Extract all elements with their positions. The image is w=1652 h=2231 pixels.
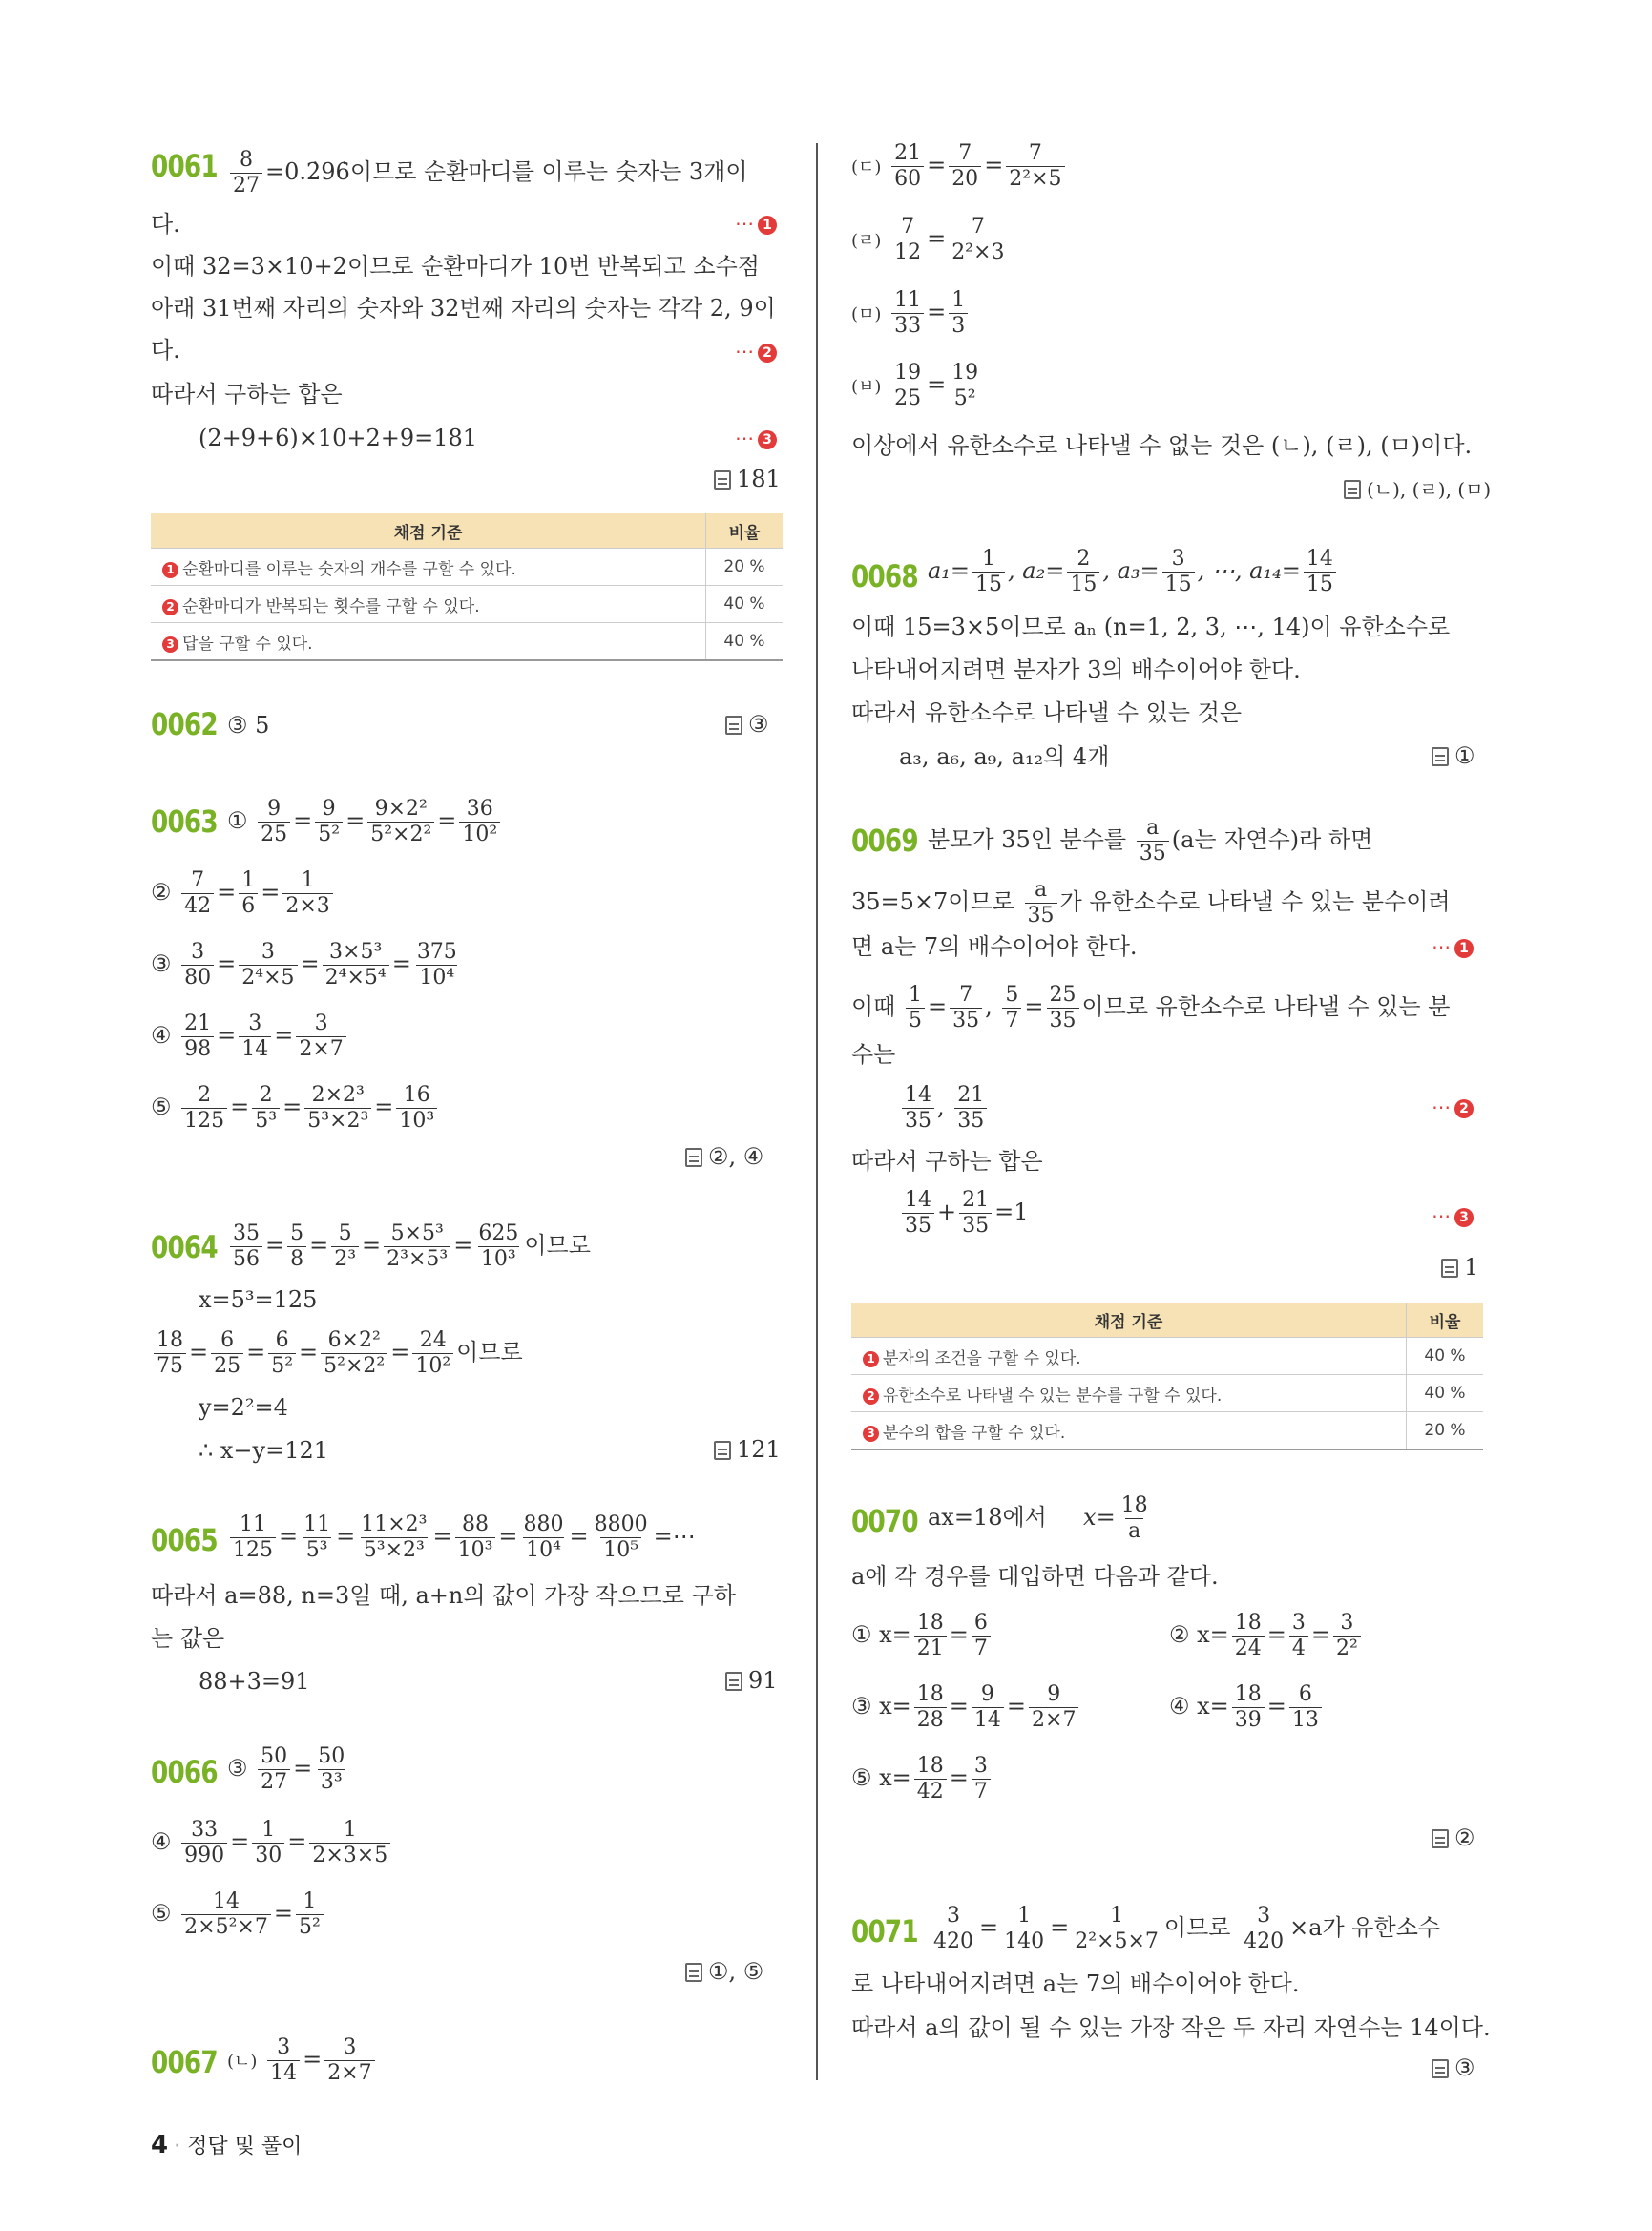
solution-line: $\frac{18}{75}$ = $\frac{6}{25}$ = $\frac{6}{\text{5²}}$ = $\frac{\text{6×2²}}{\text{5²×2²}}$ = $\frac{24}{\text{10²}}$ 이므로 [151, 1328, 523, 1379]
solution-line: $\frac{8}{27}$ =0.2̇96̇이므로 순환마디를 이루는 숫자는 3개이 [227, 148, 748, 198]
answer: (ㄴ), (ㄹ), (ㅁ) [1344, 474, 1491, 502]
table-row: 3 분수의 합을 구할 수 있다. 20 % [851, 1412, 1483, 1450]
step-marker-1: ⋯ 1 [1432, 935, 1474, 958]
solution-line: a₃, a₆, a₉, a₁₂의 4개 [899, 743, 1110, 770]
answer-icon [1441, 1259, 1458, 1278]
solution-line: ③ $\frac{50}{27}$ = $\frac{50}{\text{3³}}$ [227, 1744, 345, 1794]
solution-line: ⑤ $\frac{2}{125}$ = $\frac{2}{\text{5³}}$ = $\frac{\text{2×2³}}{\text{5³×2³}}$ = $\frac{16}{\text{10³}}$ [151, 1083, 440, 1134]
solution-line: 다. [151, 337, 180, 364]
table-row: 2 순환마디가 반복되는 횟수를 구할 수 있다. 40 % [151, 586, 783, 623]
problem-number: 0062 [151, 706, 218, 742]
step-marker-3: ⋯ 3 [735, 427, 777, 449]
solution-line: 면 a는 7의 배수이어야 한다. [851, 933, 1138, 960]
solution-line: ④ $\frac{33}{990}$ = $\frac{1}{30}$ = $\frac{1}{2\times 3\times 5}$ [151, 1818, 393, 1868]
problem-number: 0061 [151, 148, 218, 184]
solution-line: 따라서 a=88, n=3일 때, a+n의 값이 가장 작으므로 구하 [151, 1582, 736, 1609]
solution-line: ax=18에서 x= $\frac{18}{a}$ [928, 1493, 1148, 1543]
problem-number: 0067 [151, 2044, 218, 2080]
solution-line: 아래 31번째 자리의 숫자와 32번째 자리의 숫자는 각각 2, 9이 [151, 295, 776, 322]
problem-number: 0069 [851, 823, 918, 859]
problem-number: 0063 [151, 803, 218, 840]
fraction: $\frac{8}{27}$ [230, 148, 262, 198]
solution-line: 이상에서 유한소수로 나타낼 수 없는 것은 (ㄴ), (ㄹ), (ㅁ)이다. [851, 432, 1473, 459]
solution-line: (2+9+6)×10+2+9=181 [199, 425, 478, 451]
solution-line: 따라서 구하는 합은 [851, 1148, 1043, 1175]
solution-line: 이때 $\frac{1}{5}$ = $\frac{7}{35}$ , $\frac{5}{7}$ = $\frac{25}{35}$ 이므로 유한소수로 나타낼 수 있는 분 [851, 983, 1451, 1032]
answer: ②, ④ [685, 1143, 763, 1170]
page-number: 4 [151, 2131, 169, 2159]
solution-line: (ㄹ) $\frac{7}{12}$ = $\frac{7}{\text{2²×3}}$ [851, 215, 1010, 265]
solution-line: ① x= $\frac{18}{21}$ = $\frac{6}{7}$ [851, 1611, 993, 1661]
table-header: 채점 기준 [151, 513, 706, 549]
solution-line: 분모가 35인 분수를 $\frac{a}{35}$ (a는 자연수)라 하면 [928, 816, 1373, 865]
problem-number: 0066 [151, 1754, 218, 1790]
answer: 121 [714, 1436, 781, 1463]
table-header: 채점 기준 [851, 1303, 1407, 1338]
answer-icon [1344, 480, 1361, 499]
column-divider [816, 143, 818, 2080]
problem-number: 0071 [851, 1913, 918, 1950]
answer-icon [685, 1963, 702, 1982]
solution-line: ④ x= $\frac{18}{39}$ = $\frac{6}{13}$ [1169, 1682, 1325, 1733]
problem-number: 0070 [851, 1503, 918, 1539]
answer: 1 [1441, 1254, 1478, 1281]
answer: 91 [725, 1667, 778, 1694]
problem-number: 0064 [151, 1229, 218, 1265]
solution-line: (ㅁ) $\frac{11}{33}$ = $\frac{1}{3}$ [851, 288, 971, 339]
answer: ①, ⑤ [685, 1958, 763, 1985]
solution-line: ③ $\frac{3}{80}$ = $\frac{3}{\text{2⁴×5}}$ = $\frac{\text{3×5³}}{\text{2⁴×5⁴}}$ = $\frac{375}{\text{10⁴}}$ [151, 940, 457, 990]
table-row: 1 순환마디를 이루는 숫자의 개수를 구할 수 있다. 20 % [151, 549, 783, 586]
step-marker-2: ⋯ 2 [1432, 1095, 1474, 1118]
solution-line: ∴ x−y=121 [199, 1437, 329, 1464]
answer: ② [1432, 1824, 1475, 1851]
table-header: 비율 [706, 513, 784, 549]
solution-line: 이때 32=3×10+2이므로 순환마디가 10번 반복되고 소수점 [151, 253, 760, 280]
answer: 181 [714, 466, 781, 492]
solution-line: $\frac{14}{35}$ , $\frac{21}{35}$ [899, 1083, 990, 1134]
answer: ③ [725, 711, 769, 738]
solution-line: x=5³=125 [199, 1286, 318, 1313]
solution-line: (ㄷ) $\frac{21}{60}$ = $\frac{7}{20}$ = $\frac{7}{\text{2²×5}}$ [851, 141, 1068, 192]
solution-line: 따라서 구하는 합은 [151, 381, 343, 407]
solution-line: 로 나타내어지려면 a는 7의 배수이어야 한다. [851, 1970, 1300, 1997]
problem-number: 0065 [151, 1522, 218, 1558]
answer-icon [1432, 2059, 1449, 2078]
table-row: 1 분자의 조건을 구할 수 있다. 40 % [851, 1338, 1483, 1375]
answer-icon [714, 1441, 731, 1460]
solution-line: 나타내어지려면 분자가 3의 배수이어야 한다. [851, 657, 1301, 683]
answer-icon [714, 470, 731, 490]
solution-line: 이때 15=3×5이므로 aₙ (n=1, 2, 3, ⋯, 14)이 유한소수로 [851, 614, 1451, 640]
solution-line: 수는 [851, 1041, 896, 1068]
solution-line: $\frac{11}{125}$ = $\frac{11}{\text{5³}}$ = $\frac{\text{11×2³}}{\text{5³×2³}}$ = $\frac{88}{\text{10³}}$ = $\frac{880}{\text{10⁴}}$ = $\frac{8800}{\text{10⁵}}$ =⋯ [227, 1512, 696, 1563]
answer-icon [725, 1672, 742, 1691]
problem-number: 0068 [851, 558, 918, 594]
solution-line: (ㄴ) $\frac{3}{14}$ = $\frac{3}{2\times 7}$ [227, 2035, 378, 2086]
solution-line: a에 각 경우를 대입하면 다음과 같다. [851, 1563, 1219, 1590]
answer: ① [1432, 742, 1475, 769]
step-marker-1: ⋯ 1 [735, 212, 777, 235]
solution-line: 다. [151, 211, 180, 238]
grading-table [151, 513, 783, 661]
step-marker-2: ⋯ 2 [735, 340, 777, 363]
solution-line: 88+3=91 [199, 1668, 310, 1695]
solution-line: $\frac{14}{35}$ + $\frac{21}{35}$ =1 [899, 1188, 1029, 1239]
answer: ③ [1432, 2054, 1475, 2081]
answer-icon [1432, 747, 1449, 766]
answer-icon [685, 1148, 702, 1167]
grading-table [851, 1303, 1483, 1450]
solution-line: a₁= $\frac{1}{15}$ , a₂= $\frac{2}{15}$ , a₃= $\frac{3}{15}$ , ⋯, a₁₄= $\frac{14}{15}$ [928, 547, 1339, 597]
solution-line: $\frac{35}{56}$ = $\frac{5}{8}$ = $\frac{5}{\text{2³}}$ = $\frac{\text{5×5³}}{\text{2³×5³}}$ = $\frac{625}{\text{10³}}$ 이므로 [227, 1221, 591, 1272]
solution-line: 는 값은 [151, 1625, 225, 1652]
table-row: 2 유한소수로 나타낼 수 있는 분수를 구할 수 있다. 40 % [851, 1375, 1483, 1412]
solution-line: 따라서 유한소수로 나타낼 수 있는 것은 [851, 699, 1243, 726]
solution-line: ③ x= $\frac{18}{28}$ = $\frac{9}{14}$ = $\frac{9}{2\times 7}$ [851, 1682, 1081, 1733]
solution-line: 35=5×7이므로 $\frac{a}{35}$ 가 유한소수로 나타낼 수 있는 분수이려 [851, 878, 1451, 928]
solution-line: ⑤ $\frac{14}{\text{2×5²×7}}$ = $\frac{1}{\text{5²}}$ [151, 1889, 326, 1940]
solution-line: y=2²=4 [199, 1394, 288, 1421]
page-footer: 4 · 정답 및 풀이 [151, 2131, 303, 2159]
answer-icon [1432, 1829, 1449, 1848]
solution-line: 따라서 a의 값이 될 수 있는 가장 작은 두 자리 자연수는 14이다. [851, 2014, 1491, 2041]
solution-line: $\frac{3}{420}$ = $\frac{1}{140}$ = $\frac{1}{\text{2²×5×7}}$ 이므로 $\frac{3}{420}$ ×a가 유한소수 [928, 1904, 1440, 1954]
solution-line: ② x= $\frac{18}{24}$ = $\frac{3}{4}$ = $\frac{3}{\text{2²}}$ [1169, 1611, 1364, 1661]
solution-line: ③ 5 [227, 712, 270, 739]
step-marker-3: ⋯ 3 [1432, 1204, 1474, 1227]
solution-line: ② $\frac{7}{42}$ = $\frac{1}{6}$ = $\frac{1}{2\times 3}$ [151, 868, 336, 919]
solution-line: ④ $\frac{21}{98}$ = $\frac{3}{14}$ = $\frac{3}{2\times 7}$ [151, 1011, 349, 1062]
table-header: 비율 [1407, 1303, 1484, 1338]
table-row: 3 답을 구할 수 있다. 40 % [151, 623, 783, 661]
answer-icon [725, 716, 742, 735]
solution-line: (ㅂ) $\frac{19}{25}$ = $\frac{19}{\text{5²}}$ [851, 361, 979, 410]
solution-line: ① $\frac{9}{25}$ = $\frac{9}{\text{5²}}$ = $\frac{\text{9×2²}}{\text{5²×2²}}$ = $\frac{36}{\text{10²}}$ [227, 797, 503, 847]
solution-line: ⑤ x= $\frac{18}{42}$ = $\frac{3}{7}$ [851, 1754, 993, 1804]
footer-title: 정답 및 풀이 [187, 2135, 303, 2158]
